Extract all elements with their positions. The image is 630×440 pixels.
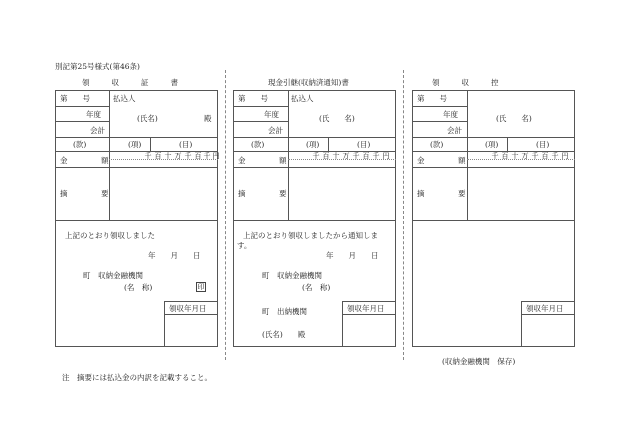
receipt-payer-label: 払込人 xyxy=(113,94,136,103)
receipt-statement: 上記のとおり領収しました xyxy=(65,231,155,240)
notice-name-label: (氏 名) xyxy=(319,114,355,123)
stub-received-date: 領収年月日 xyxy=(526,304,564,313)
receipt-seal-icon: 印 xyxy=(197,283,205,291)
receipt-moku: (目) xyxy=(179,140,193,149)
notice-number-label: 第 号 xyxy=(238,94,268,103)
receipt-title: 領収証書 xyxy=(82,78,200,87)
footer-note: 注 摘要には払込金の内訳を記載すること。 xyxy=(62,373,212,382)
notice-amount-label: 金 額 xyxy=(238,156,300,165)
cut-line-2 xyxy=(403,70,404,360)
receipt-town-bank: 町 収納金融機関 xyxy=(83,271,143,280)
receipt-honorific: 殿 xyxy=(204,114,212,123)
receipt-number-label: 第 号 xyxy=(60,94,90,103)
notice-summary-label: 摘 要 xyxy=(238,189,300,198)
receipt-label-col-line xyxy=(109,90,110,220)
receipt-account-label: 会計 xyxy=(90,126,105,135)
receipt-kan: (款) xyxy=(73,140,87,149)
receipt-amount-label: 金 額 xyxy=(60,156,122,165)
notice-year-label: 年度 xyxy=(264,110,279,119)
notice-kan: (款) xyxy=(251,140,265,149)
notice-bank-name: (名 称) xyxy=(302,283,331,292)
notice-statement: 上記のとおり領収しましたから通知しま xyxy=(243,231,378,240)
notice-signer-name: (氏名) 殿 xyxy=(262,330,306,339)
receipt-summary-label: 摘 要 xyxy=(60,189,122,198)
notice-town-payer: 町 出納機関 xyxy=(262,307,307,316)
stub-number-label: 第 号 xyxy=(417,94,447,103)
stub-kou: (項) xyxy=(485,140,499,149)
receipt-bank-name: (名 称) xyxy=(124,283,153,292)
cut-line-1 xyxy=(225,70,226,360)
stub-account-label: 会計 xyxy=(447,126,462,135)
stub-kan: (款) xyxy=(430,140,444,149)
stub-name-label: (氏 名) xyxy=(496,114,532,123)
notice-payer-label: 払込人 xyxy=(291,94,314,103)
receipt-kou: (項) xyxy=(128,140,142,149)
notice-statement-cont: す。 xyxy=(237,241,252,250)
notice-date-line: 年 月 日 xyxy=(326,251,379,260)
notice-account-label: 会計 xyxy=(268,126,283,135)
stub-title: 領収控 xyxy=(432,78,521,87)
stub-summary-label: 摘 要 xyxy=(417,189,479,198)
receipt-received-date: 領収年月日 xyxy=(169,304,207,313)
notice-kou: (項) xyxy=(306,140,320,149)
stub-year-label: 年度 xyxy=(443,110,458,119)
notice-received-date: 領収年月日 xyxy=(347,304,385,313)
stub-moku: (目) xyxy=(536,140,550,149)
stub-keep-note: (収納金融機関 保存) xyxy=(442,357,516,366)
form-reference: 別記第25号様式(第46条) xyxy=(55,62,140,71)
notice-moku: (目) xyxy=(357,140,371,149)
receipt-date-line: 年 月 日 xyxy=(148,251,201,260)
receipt-name-label: (氏名) xyxy=(137,114,158,123)
notice-title: 現金引継(収納済通知)書 xyxy=(268,78,349,87)
receipt-year-label: 年度 xyxy=(86,110,101,119)
stub-amount-label: 金 額 xyxy=(417,156,479,165)
notice-town-bank: 町 収納金融機関 xyxy=(262,271,322,280)
